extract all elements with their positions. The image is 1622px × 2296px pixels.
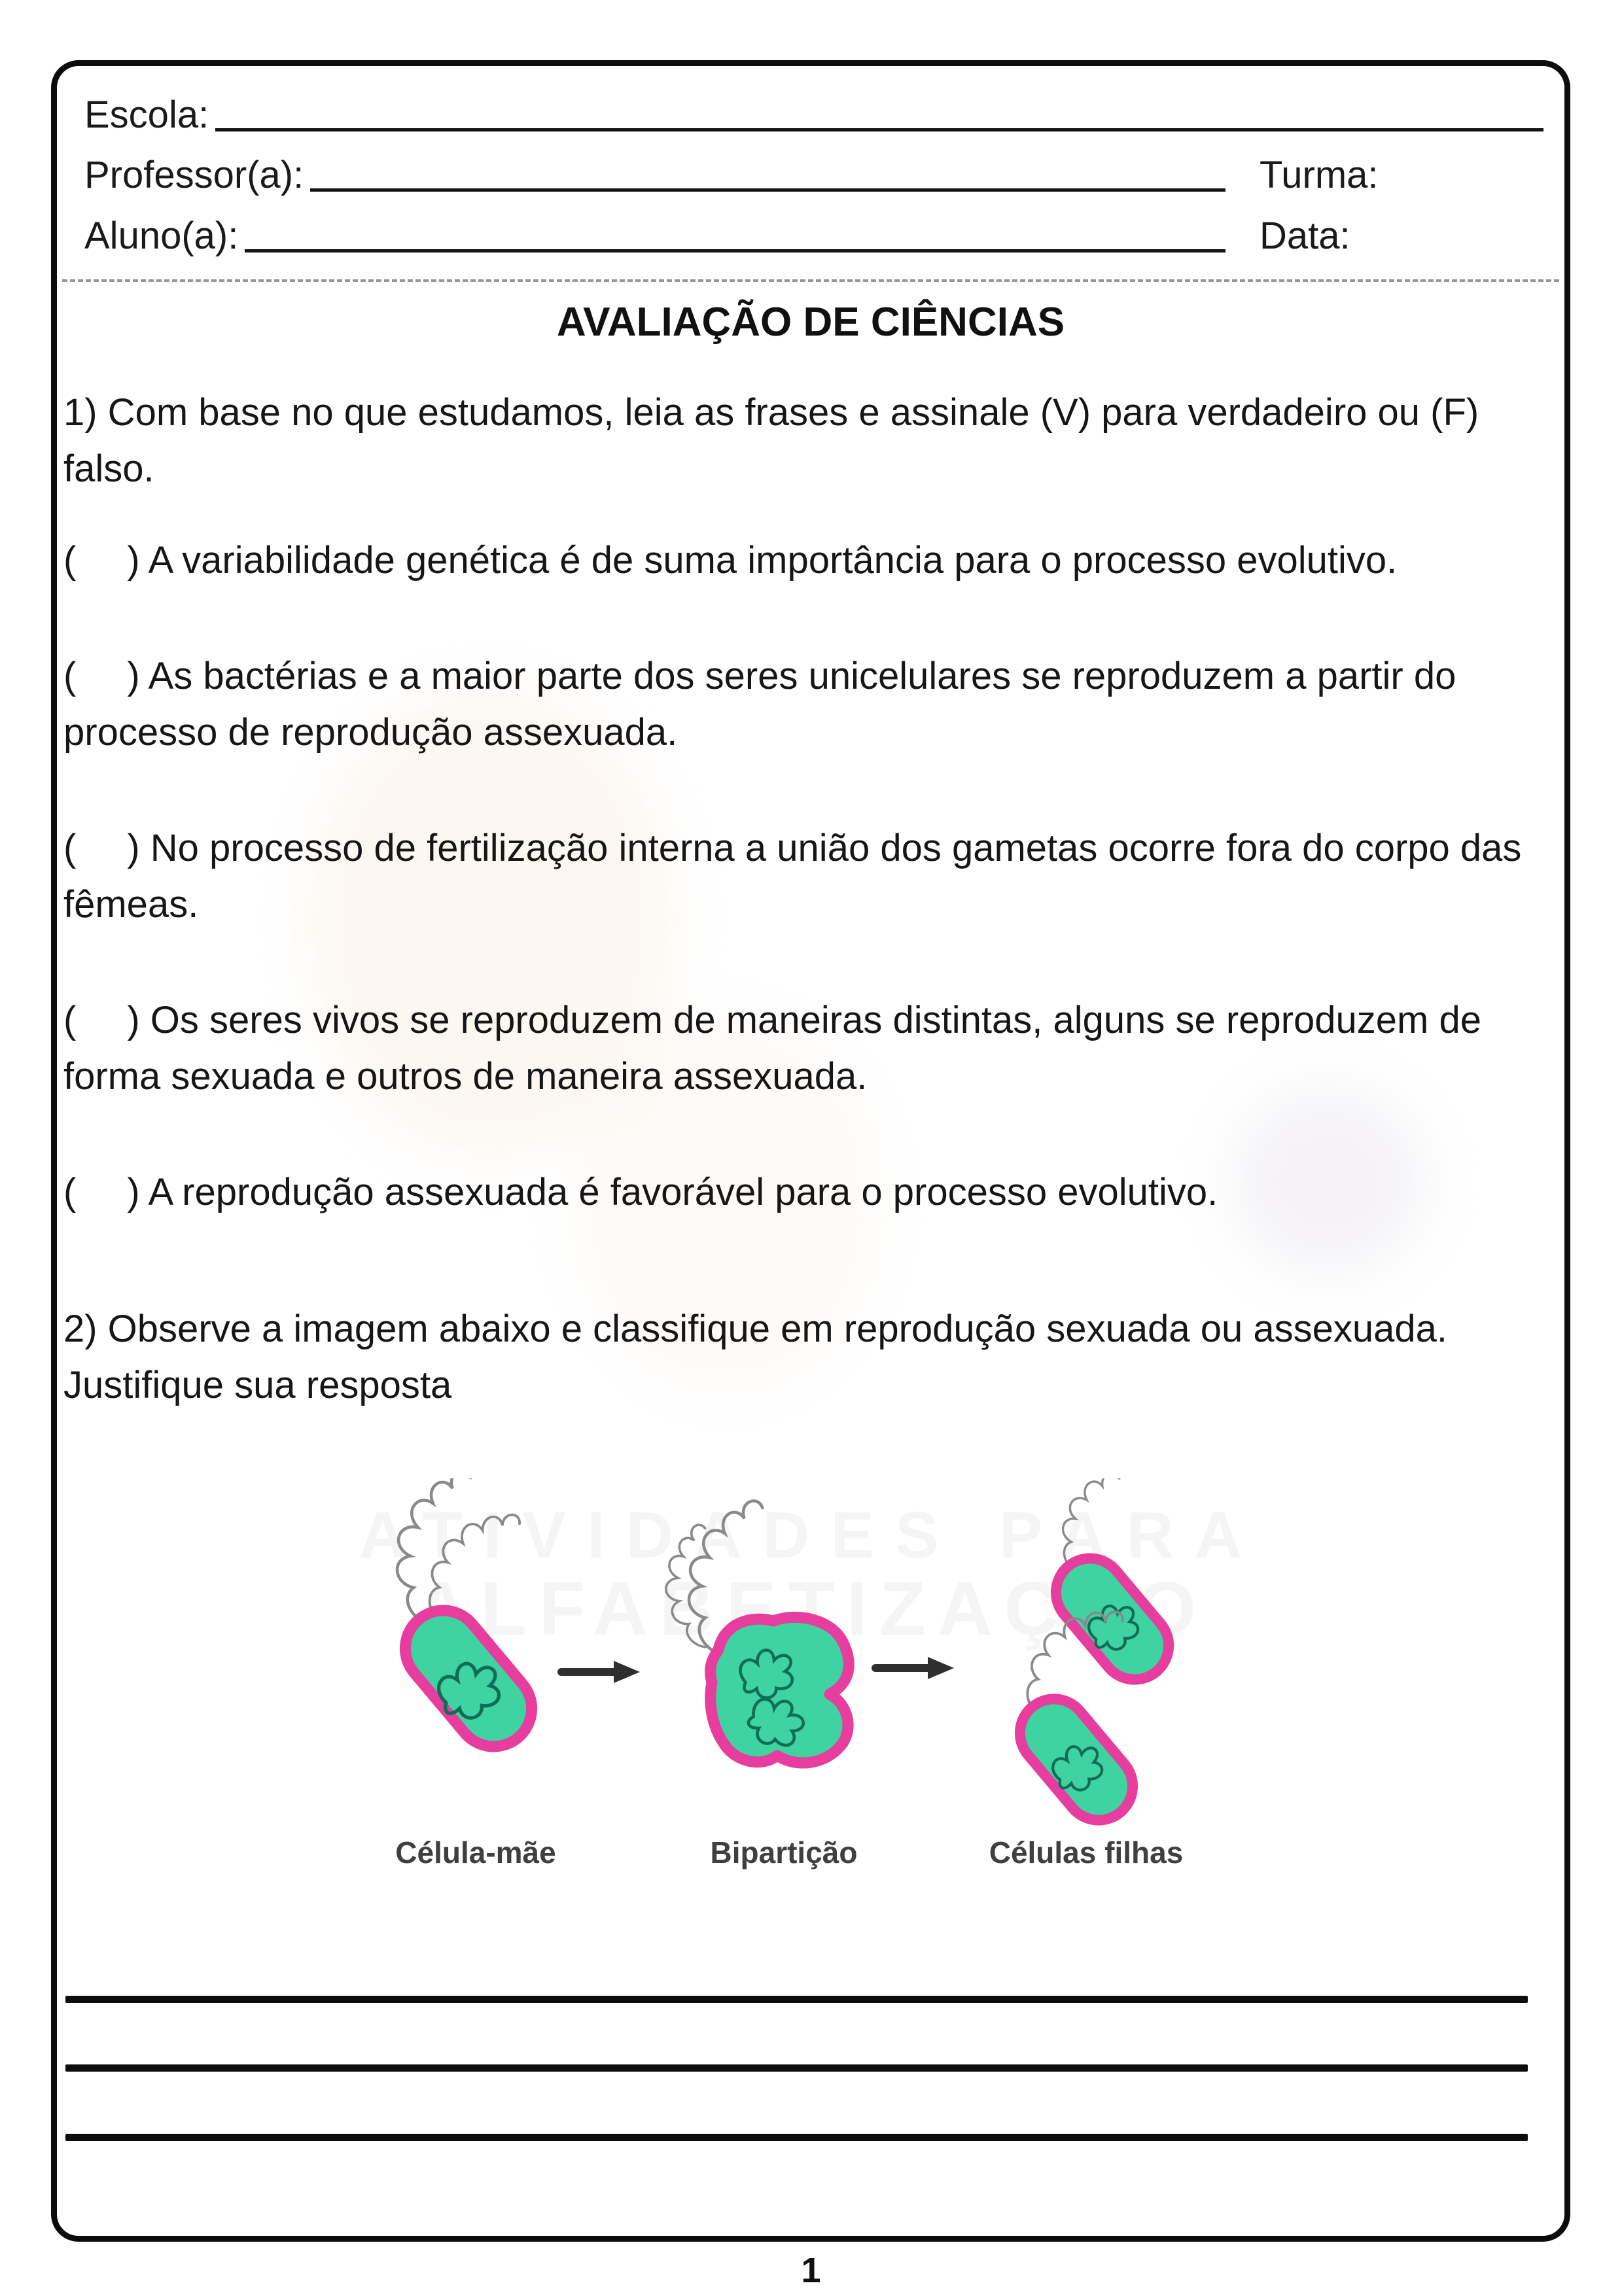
open-paren: (	[63, 539, 77, 582]
close-paren: )	[127, 999, 140, 1041]
page-number: 1	[801, 2251, 821, 2290]
header-row-teacher	[84, 152, 1546, 201]
header-row-student	[84, 213, 1546, 262]
arrow-right-icon	[561, 1661, 640, 1683]
tf-statement-1-text: A variabilidade genética é de suma importância para o processo evolutivo.	[148, 539, 1398, 582]
dashed-divider	[62, 279, 1559, 282]
page-title: AVALIAÇÃO DE CIÊNCIAS	[556, 300, 1065, 345]
daughter-cell-1	[1042, 1544, 1183, 1694]
teacher-blank-line[interactable]	[310, 188, 1225, 192]
header-row-school	[84, 92, 1546, 141]
worksheet-frame	[51, 60, 1570, 2242]
tf-statement-2	[63, 648, 1557, 761]
close-paren: )	[127, 1171, 140, 1213]
label-daughter-cells: Células filhas	[989, 1835, 1184, 1870]
student-label: Aluno(a):	[84, 215, 239, 257]
question-1-prompt: 1) Com base no que estudamos, leia as frases e assinale (V) para verdadeiro ou (F) falso.	[63, 391, 1479, 490]
open-paren: (	[63, 1171, 77, 1213]
teacher-label: Professor(a):	[84, 154, 304, 196]
school-label: Escola:	[84, 94, 209, 136]
tf-statement-3-text: No processo de fertilização interna a união dos gametas ocorre fora do corpo das fêmeas.	[63, 827, 1522, 926]
daughter-cell-2	[1006, 1685, 1147, 1834]
open-paren: (	[63, 999, 77, 1041]
open-paren: (	[63, 655, 77, 697]
label-bipartition: Bipartição	[710, 1835, 858, 1870]
school-blank-line[interactable]	[215, 128, 1543, 131]
answer-line-1[interactable]	[65, 1996, 1528, 2003]
close-paren: )	[127, 655, 140, 697]
label-mother-cell: Célula-mãe	[395, 1835, 556, 1870]
binary-fission-diagram	[281, 1478, 1328, 1884]
answer-line-3[interactable]	[65, 2134, 1528, 2141]
tf-statement-3	[63, 820, 1557, 933]
tf-statement-2-text: As bactérias e a maior parte dos seres unicelulares se reproduzem a partir do processo de reprodução assexuada.	[63, 655, 1456, 754]
question-2-prompt: 2) Observe a imagem abaixo e classifique em reprodução sexuada ou assexuada. Justifique sua resposta	[63, 1308, 1447, 1406]
open-paren: (	[63, 827, 77, 869]
date-label: Data:	[1260, 215, 1350, 257]
tf-statement-4-text: Os seres vivos se reproduzem de maneiras distintas, alguns se reproduzem de forma sexuada e outros de maneira assexuada.	[63, 999, 1481, 1098]
watermark-text-line1: ATIVIDADES PARA	[359, 1499, 1263, 1572]
watermark-text-line2: ALFABETIZAÇÃO	[414, 1566, 1208, 1651]
close-paren: )	[127, 539, 140, 582]
tf-statement-5-text: A reprodução assexuada é favorável para o processo evolutivo.	[148, 1171, 1218, 1213]
arrow-right-icon	[875, 1657, 954, 1679]
tf-statement-5	[63, 1164, 1557, 1221]
close-paren: )	[127, 827, 140, 869]
student-blank-line[interactable]	[245, 249, 1225, 252]
tf-statement-4	[63, 992, 1557, 1105]
answer-line-2[interactable]	[65, 2064, 1528, 2072]
worksheet-body	[63, 385, 1557, 1414]
mother-cell	[390, 1595, 548, 1762]
class-label: Turma:	[1260, 154, 1379, 196]
tf-statement-1	[63, 532, 1557, 589]
